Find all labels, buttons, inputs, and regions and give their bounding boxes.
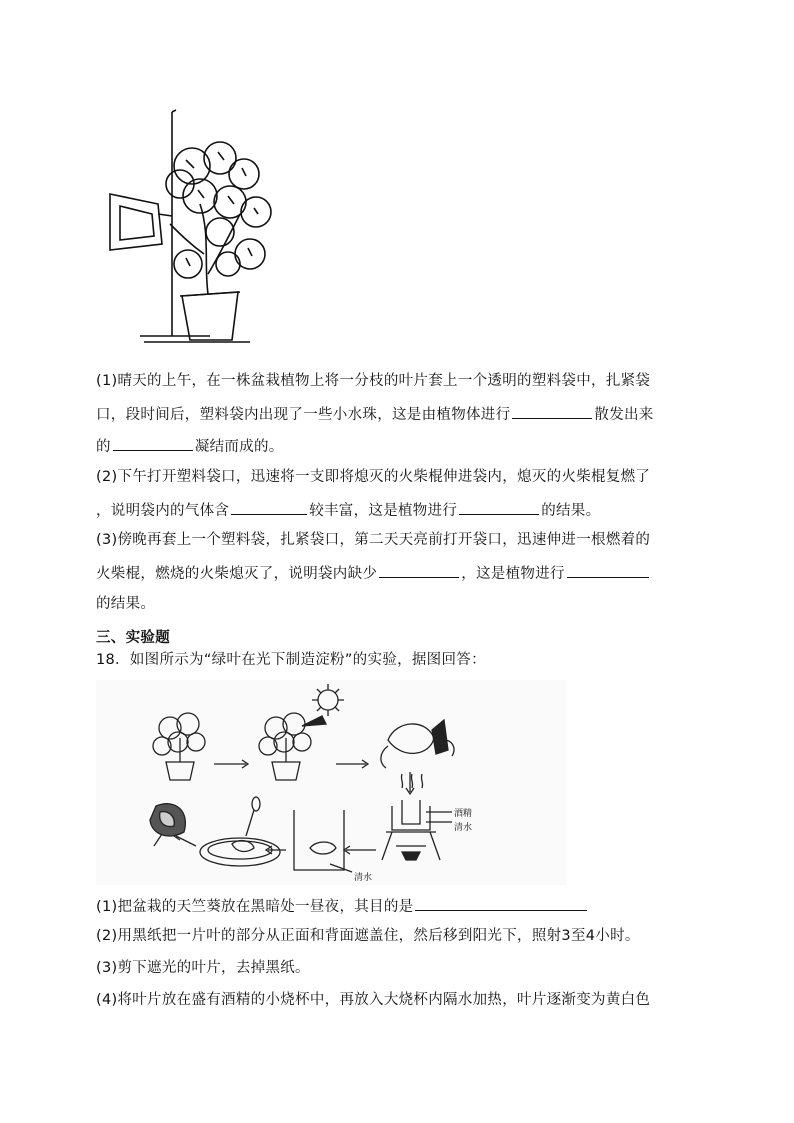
starch-experiment-figure	[96, 680, 566, 885]
q3-line-1: (3)傍晚再套上一个塑料袋，扎紧袋口，第二天天亮前打开袋口，迅速伸进一根燃着的	[96, 532, 651, 548]
q18-step-2: (2)用黑纸把一片叶的部分从正面和背面遮盖住，然后移到阳光下，照射3至4小时。	[96, 928, 640, 944]
label-alcohol: 酒精	[454, 809, 473, 819]
q18-step-3: (3)剪下遮光的叶片，去掉黑纸。	[96, 960, 310, 976]
q1-text-a: 口，段时间后，塑料袋内出现了一些小水珠，这是由植物体进行	[96, 407, 511, 423]
q3-text-b: ，这是植物进行	[461, 566, 565, 582]
q18-step-4: (4)将叶片放在盛有酒精的小烧杯中，再放入大烧杯内隔水加热，叶片逐渐变为黄白色	[96, 992, 651, 1008]
answer-blank-4[interactable]	[459, 499, 539, 515]
q3-line-2	[96, 562, 651, 584]
q1-line-1: (1)晴天的上午，在一株盆栽植物上将一分枝的叶片套上一个透明的塑料袋中，扎紧袋	[96, 373, 651, 389]
answer-blank-5[interactable]	[379, 562, 459, 578]
answer-blank-1[interactable]	[512, 403, 592, 419]
answer-blank-3[interactable]	[231, 499, 307, 515]
answer-blank-7[interactable]	[415, 895, 587, 911]
plant-bag-figure	[100, 104, 276, 350]
q2-line-2	[96, 499, 600, 521]
answer-blank-6[interactable]	[567, 562, 649, 578]
q1-line-3	[96, 435, 284, 457]
answer-blank-2[interactable]	[113, 435, 193, 451]
q18-step-1-text: (1)把盆栽的天竺葵放在黑暗处一昼夜，其目的是	[96, 899, 414, 915]
q2-line-1: (2)下午打开塑料袋口，迅速将一支即将熄灭的火柴棍伸进袋内，熄灭的火柴棍复燃了	[96, 469, 651, 485]
q1-text-d: 凝结而成的。	[194, 439, 284, 455]
q18-step-1	[96, 895, 589, 917]
q2-text-c: 的结果。	[541, 503, 601, 519]
q18-stem: 18．如图所示为“绿叶在光下制造淀粉”的实验，据图回答：	[96, 652, 486, 668]
label-water-1: 清水	[454, 823, 473, 833]
q3-text-a: 火柴棍，燃烧的火柴熄灭了，说明袋内缺少	[96, 566, 378, 582]
q1-text-c: 的	[96, 439, 111, 455]
label-water-2: 清水	[354, 873, 373, 883]
q3-line-3: 的结果。	[96, 596, 156, 612]
section-title: 三、实验题	[96, 630, 170, 646]
q1-text-b: 散发出来	[594, 407, 654, 423]
q1-line-2	[96, 403, 654, 425]
q2-text-a: ，说明袋内的气体含	[96, 503, 230, 519]
q2-text-b: 较丰富，这是植物进行	[309, 503, 458, 519]
